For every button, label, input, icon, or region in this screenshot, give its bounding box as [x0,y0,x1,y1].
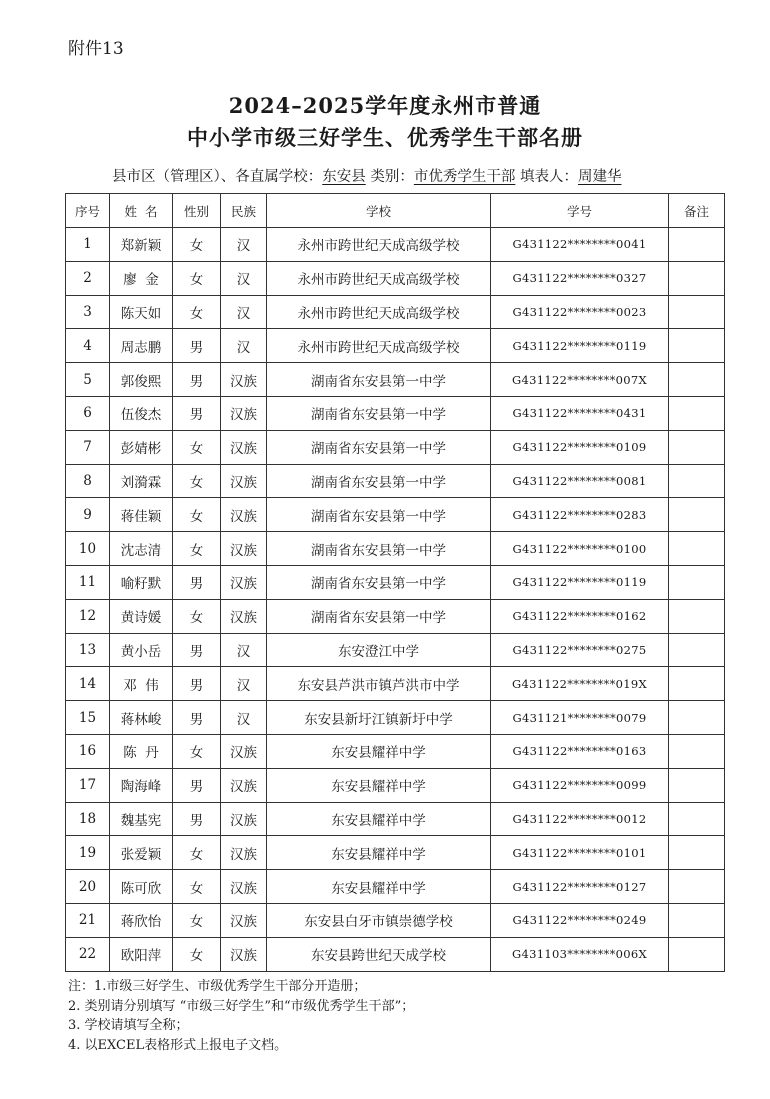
school-name: 东安县耀祥中学 [267,836,491,870]
gender: 女 [173,599,221,633]
table-row [66,768,725,802]
student-id: G431122********0162 [491,599,669,633]
note-line: 3. 学校请填写全称； [68,1018,189,1033]
student-id: G431122********0041 [491,228,669,262]
ethnicity: 汉族 [221,565,267,599]
note-line: 4. 以EXCEL表格形式上报电子文档。 [68,1037,288,1053]
table-row [66,701,725,735]
ethnicity: 汉 [221,329,267,363]
table-row [66,599,725,633]
student-id: G431121********0079 [491,701,669,735]
school-name: 湖南省东安县第一中学 [267,565,491,599]
school-name: 湖南省东安县第一中学 [267,532,491,566]
student-id: G431122********019X [491,667,669,701]
school-name: 永州市跨世纪天成高级学校 [267,228,491,262]
school-name: 永州市跨世纪天成高级学校 [267,261,491,295]
student-name: 陶海峰 [110,768,173,802]
ethnicity: 汉 [221,228,267,262]
ethnicity: 汉族 [221,768,267,802]
row-index: 10 [66,532,110,566]
table-row [66,565,725,599]
gender: 男 [173,802,221,836]
ethnicity: 汉 [221,667,267,701]
student-name: 陈天如 [110,295,173,329]
row-index: 21 [66,903,110,937]
school-name: 湖南省东安县第一中学 [267,363,491,397]
student-name: 周志鹏 [110,329,173,363]
school-name: 永州市跨世纪天成高级学校 [267,295,491,329]
row-index: 4 [66,329,110,363]
ethnicity: 汉 [221,295,267,329]
student-id: G431122********0100 [491,532,669,566]
student-name: 沈志清 [110,532,173,566]
table-row [66,396,725,430]
student-name: 黄小岳 [110,633,173,667]
table-row [66,295,725,329]
table-row [66,667,725,701]
ethnicity: 汉族 [221,903,267,937]
school-name: 东安县跨世纪天成学校 [267,937,491,971]
district-value: 东安县 [322,169,366,185]
ethnicity: 汉族 [221,532,267,566]
row-index: 20 [66,870,110,904]
remarks [669,498,725,532]
filler-label: 填表人： [519,169,578,185]
gender: 女 [173,836,221,870]
student-name: 黄诗媛 [110,599,173,633]
student-name: 喻籽默 [110,565,173,599]
student-id: G431122********0163 [491,734,669,768]
ethnicity: 汉族 [221,870,267,904]
ethnicity: 汉族 [221,836,267,870]
school-name: 东安县芦洪市镇芦洪市中学 [267,667,491,701]
table-row [66,228,725,262]
student-name: 蒋佳颖 [110,498,173,532]
ethnicity: 汉族 [221,396,267,430]
ethnicity: 汉 [221,633,267,667]
remarks [669,396,725,430]
table-row [66,464,725,498]
ethnicity: 汉族 [221,464,267,498]
form-meta-line [112,165,621,186]
student-name: 陈 丹 [110,734,173,768]
student-id: G431122********0119 [491,329,669,363]
school-name: 东安县白牙市镇崇德学校 [267,903,491,937]
remarks [669,261,725,295]
gender: 女 [173,937,221,971]
row-index: 13 [66,633,110,667]
table-row [66,363,725,397]
student-name: 邓 伟 [110,667,173,701]
remarks [669,836,725,870]
table-row [66,870,725,904]
remarks [669,667,725,701]
gender: 男 [173,633,221,667]
student-id: G431122********0327 [491,261,669,295]
row-index: 22 [66,937,110,971]
remarks [669,295,725,329]
gender: 男 [173,565,221,599]
school-name: 东安县耀祥中学 [267,802,491,836]
gender: 女 [173,498,221,532]
table-header-row [66,194,725,228]
table-row [66,802,725,836]
school-name: 湖南省东安县第一中学 [267,430,491,464]
table-row [66,633,725,667]
remarks [669,633,725,667]
student-name: 陈可欣 [110,870,173,904]
ethnicity: 汉族 [221,802,267,836]
header-index: 序号 [66,194,110,228]
school-name: 湖南省东安县第一中学 [267,498,491,532]
gender: 女 [173,430,221,464]
row-index: 5 [66,363,110,397]
student-name: 魏基宪 [110,802,173,836]
table-row [66,532,725,566]
student-name: 廖 金 [110,261,173,295]
header-ethnicity: 民族 [221,194,267,228]
school-name: 东安县耀祥中学 [267,768,491,802]
remarks [669,464,725,498]
school-name: 永州市跨世纪天成高级学校 [267,329,491,363]
gender: 女 [173,295,221,329]
row-index: 11 [66,565,110,599]
header-school: 学校 [267,194,491,228]
ethnicity: 汉 [221,261,267,295]
school-name: 东安县耀祥中学 [267,734,491,768]
row-index: 9 [66,498,110,532]
ethnicity: 汉族 [221,937,267,971]
gender: 女 [173,734,221,768]
student-name: 张爱颖 [110,836,173,870]
remarks [669,903,725,937]
notes-section [68,977,414,1055]
gender: 女 [173,261,221,295]
gender: 男 [173,329,221,363]
student-id: G431122********0101 [491,836,669,870]
remarks [669,228,725,262]
table-row [66,329,725,363]
school-name: 东安县耀祥中学 [267,870,491,904]
remarks [669,768,725,802]
gender: 女 [173,532,221,566]
header-student-id: 学号 [491,194,669,228]
row-index: 12 [66,599,110,633]
gender: 男 [173,768,221,802]
row-index: 19 [66,836,110,870]
ethnicity: 汉族 [221,599,267,633]
document-title-line2: 中小学市级三好学生、优秀学生干部名册 [187,125,583,150]
gender: 男 [173,701,221,735]
ethnicity: 汉族 [221,430,267,464]
filler-value: 周建华 [577,169,622,185]
row-index: 7 [66,430,110,464]
category-label: 类别： [370,169,414,185]
school-name: 湖南省东安县第一中学 [267,464,491,498]
remarks [669,599,725,633]
row-index: 8 [66,464,110,498]
student-id: G431122********0012 [491,802,669,836]
student-id: G431122********0127 [491,870,669,904]
ethnicity: 汉族 [221,498,267,532]
student-id: G431122********0119 [491,565,669,599]
table-row [66,430,725,464]
student-id: G431122********0431 [491,396,669,430]
student-name: 欧阳萍 [110,937,173,971]
remarks [669,802,725,836]
row-index: 2 [66,261,110,295]
gender: 女 [173,903,221,937]
gender: 男 [173,667,221,701]
gender: 女 [173,228,221,262]
table-row [66,498,725,532]
document-title-line1: 2024–2025学年度永州市普通 [228,93,542,118]
ethnicity: 汉族 [221,363,267,397]
table-row [66,734,725,768]
student-name: 蒋欣怡 [110,903,173,937]
table-row [66,836,725,870]
remarks [669,701,725,735]
student-id: G431122********0283 [491,498,669,532]
student-name: 郑新颖 [110,228,173,262]
gender: 女 [173,870,221,904]
student-id: G431122********0249 [491,903,669,937]
student-name: 伍俊杰 [110,396,173,430]
header-name: 姓 名 [110,194,173,228]
gender: 女 [173,464,221,498]
remarks [669,734,725,768]
row-index: 16 [66,734,110,768]
student-id: G431122********0023 [491,295,669,329]
row-index: 17 [66,768,110,802]
remarks [669,363,725,397]
gender: 男 [173,396,221,430]
student-id: G431122********0081 [491,464,669,498]
student-name: 刘漪霖 [110,464,173,498]
row-index: 6 [66,396,110,430]
ethnicity: 汉 [221,701,267,735]
remarks [669,329,725,363]
student-id: G431122********007X [491,363,669,397]
table-row [66,937,725,971]
district-label: 县市区（管理区）、各直属学校： [112,169,323,185]
category-value: 市优秀学生干部 [413,169,516,185]
row-index: 15 [66,701,110,735]
attachment-label: 附件13 [68,39,124,59]
row-index: 1 [66,228,110,262]
school-name: 东安县新圩江镇新圩中学 [267,701,491,735]
remarks [669,565,725,599]
student-id: G431122********0099 [491,768,669,802]
school-name: 湖南省东安县第一中学 [267,599,491,633]
student-name: 郭俊熙 [110,363,173,397]
school-name: 东安澄江中学 [267,633,491,667]
remarks [669,532,725,566]
ethnicity: 汉族 [221,734,267,768]
row-index: 3 [66,295,110,329]
student-id: G431122********0109 [491,430,669,464]
gender: 男 [173,363,221,397]
note-line: 2. 类别请分别填写 “市级三好学生”和“市级优秀学生干部”； [68,998,415,1014]
note-line: 注：1.市级三好学生、市级优秀学生干部分开造册； [68,979,367,994]
student-name: 蒋林峻 [110,701,173,735]
student-name: 彭婧彬 [110,430,173,464]
student-id: G431122********0275 [491,633,669,667]
header-remarks: 备注 [669,194,725,228]
row-index: 18 [66,802,110,836]
student-id: G431103********006X [491,937,669,971]
table-row [66,903,725,937]
remarks [669,937,725,971]
school-name: 湖南省东安县第一中学 [267,396,491,430]
remarks [669,430,725,464]
header-gender: 性别 [173,194,221,228]
remarks [669,870,725,904]
row-index: 14 [66,667,110,701]
student-roster-table [65,193,725,972]
table-row [66,261,725,295]
